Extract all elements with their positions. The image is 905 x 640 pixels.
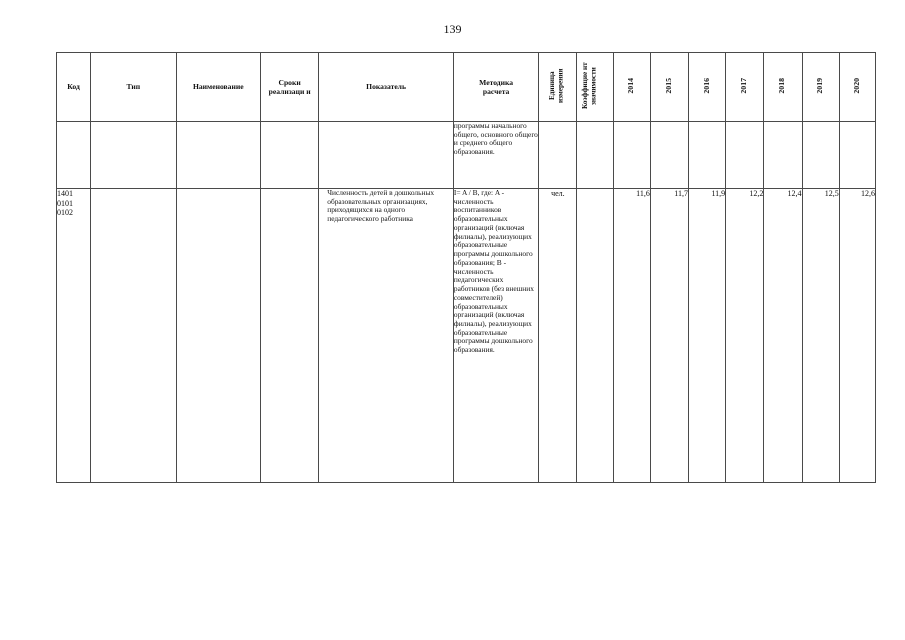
cell-value [689,122,726,189]
cell-value: 11,7 [650,189,688,483]
col-header-year [764,53,802,122]
cell-name [176,122,260,189]
col-header-unit-label: Единица измерения [547,68,565,104]
cell-value [613,122,650,189]
col-header-method: Методика расчета [453,53,538,122]
col-header-year-label: 2016 [701,78,711,94]
col-header-year-label: 2018 [777,78,787,94]
col-header-year-label: 2017 [739,78,749,94]
code-line: 0102 [57,208,73,218]
cell-value [650,122,688,189]
cell-value [726,122,764,189]
cell-indicator [319,122,454,189]
col-header-year-label: 2019 [815,78,825,94]
code-line: 0101 [57,198,73,208]
cell-terms [260,189,318,483]
cell-unit: чел. [539,189,577,483]
col-header-indicator: Показатель [319,53,454,122]
col-header-terms: Сроки реализаци и [260,53,318,122]
cell-coef [577,189,613,483]
table-row [57,189,876,483]
col-header-year [802,53,839,122]
cell-indicator: Численность детей в дошкольных образовательных организациях, приходящихся на одного педагогического работника [319,189,454,483]
cell-code [57,122,91,189]
col-header-year [726,53,764,122]
cell-unit [539,122,577,189]
col-header-year [613,53,650,122]
cell-type [91,189,176,483]
cell-terms [260,122,318,189]
cell-value: 12,2 [726,189,764,483]
col-header-coef [577,53,613,122]
cell-value: 12,4 [764,189,802,483]
cell-type [91,122,176,189]
cell-value: 12,6 [839,189,875,483]
table-row [57,122,876,189]
cell-name [176,189,260,483]
cell-method: I= A / B, где: A - численность воспитанников образовательных организаций (включая филиалы), реализующих образовательные программы дошкольного образования; B - численность педагогических работников (без внешних совместителей) образовательных организаций (включая филиалы), реализующих образовательные программы дошкольного образования. [453,189,538,483]
col-header-year [689,53,726,122]
page-number: 139 [443,22,462,36]
cell-value: 11,9 [689,189,726,483]
cell-value [839,122,875,189]
cell-value [764,122,802,189]
cell-coef [577,122,613,189]
col-header-year-label: 2015 [663,78,673,94]
cell-code [57,189,91,483]
col-header-year [650,53,688,122]
cell-method: программы начального общего, основного общего и среднего общего образования. [453,122,538,189]
code-line: 1401 [57,189,73,198]
indicator-table [56,52,876,483]
cell-value: 11,6 [613,189,650,483]
col-header-type: Тип [91,53,176,122]
col-header-code: Код [57,53,91,122]
cell-value: 12,5 [802,189,839,483]
col-header-coef-label: Коэффицие нт значимости [581,62,598,110]
col-header-unit [539,53,577,122]
header-row [57,53,876,122]
cell-value [802,122,839,189]
col-header-year-label: 2020 [851,78,861,94]
col-header-year-label: 2014 [626,78,636,94]
col-header-year [839,53,875,122]
col-header-name: Наименование [176,53,260,122]
